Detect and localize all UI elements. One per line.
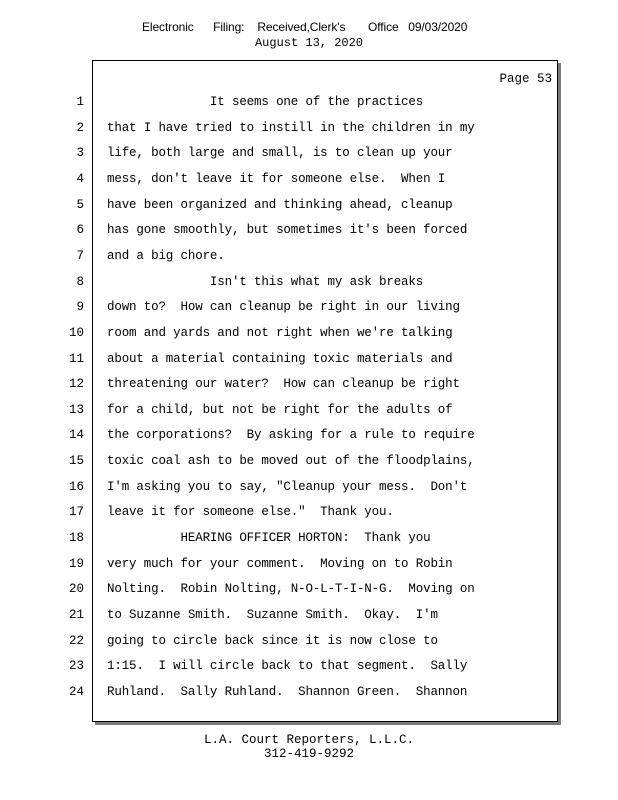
line-text: life, both large and small, is to clean up your xyxy=(107,146,453,161)
transcript-line xyxy=(0,198,618,218)
transcript-line xyxy=(0,454,618,474)
transcript-line xyxy=(0,659,618,679)
line-text: Ruhland. Sally Ruhland. Shannon Green. Shannon xyxy=(107,684,468,699)
line-number: 13 xyxy=(68,402,84,417)
transcript-line xyxy=(0,403,618,423)
line-number: 22 xyxy=(68,633,84,648)
line-number: 17 xyxy=(68,505,84,520)
line-number: 4 xyxy=(76,171,84,186)
transcript-line xyxy=(0,608,618,628)
hearing-date: August 13, 2020 xyxy=(254,36,364,50)
line-text: about a material containing toxic materials and xyxy=(107,351,453,366)
line-text: Nolting. Robin Nolting, N-O-L-T-I-N-G. Moving on xyxy=(107,582,475,597)
line-text: mess, don't leave it for someone else. When I xyxy=(107,171,446,186)
transcript-line xyxy=(0,95,618,115)
line-number: 9 xyxy=(76,300,84,315)
line-text: that I have tried to instill in the children in my xyxy=(107,120,475,135)
line-text: Isn't this what my ask breaks xyxy=(107,274,424,289)
transcript-line xyxy=(0,249,618,269)
line-text: threatening our water? How can cleanup be right xyxy=(107,377,460,392)
line-number: 10 xyxy=(68,325,84,340)
transcript-line xyxy=(0,121,618,141)
filing-stamp: Electronic Filing: Received,Clerk's Office 09/03/2020 xyxy=(142,20,468,34)
transcript-line xyxy=(0,685,618,705)
transcript-line xyxy=(0,505,618,525)
line-text: the corporations? By asking for a rule to require xyxy=(107,428,475,443)
page-number: Page 53 xyxy=(499,72,552,86)
line-number: 20 xyxy=(68,582,84,597)
transcript-line xyxy=(0,275,618,295)
line-text: very much for your comment. Moving on to Robin xyxy=(107,556,453,571)
line-text: going to circle back since it is now close to xyxy=(107,633,438,648)
line-text: to Suzanne Smith. Suzanne Smith. Okay. I'm xyxy=(107,608,438,622)
line-number: 6 xyxy=(76,223,84,238)
transcript-line xyxy=(0,531,618,551)
transcript-line xyxy=(0,480,618,500)
line-text: It seems one of the practices xyxy=(107,95,424,109)
line-text: room and yards and not right when we're talking xyxy=(107,325,453,340)
line-text: toxic coal ash to be moved out of the floodplains, xyxy=(107,454,475,469)
line-number: 1 xyxy=(76,95,84,109)
line-text: leave it for someone else." Thank you. xyxy=(107,505,394,520)
line-number: 18 xyxy=(68,531,84,546)
transcript-line xyxy=(0,377,618,397)
line-text: and a big chore. xyxy=(107,248,225,263)
line-number: 2 xyxy=(76,120,84,135)
line-text: HEARING OFFICER HORTON: Thank you xyxy=(107,531,431,546)
reporter-phone: 312-419-9292 xyxy=(263,747,354,761)
transcript-line xyxy=(0,352,618,372)
line-number: 12 xyxy=(68,377,84,392)
line-number: 14 xyxy=(68,428,84,443)
transcript-line xyxy=(0,300,618,320)
transcript-line xyxy=(0,172,618,192)
line-number: 24 xyxy=(68,684,84,699)
transcript-line xyxy=(0,557,618,577)
line-number: 11 xyxy=(68,351,84,366)
line-text: have been organized and thinking ahead, cleanup xyxy=(107,197,453,212)
transcript-line xyxy=(0,326,618,346)
line-number: 7 xyxy=(76,248,84,263)
line-number: 23 xyxy=(68,659,84,674)
line-number: 15 xyxy=(68,454,84,469)
line-number: 21 xyxy=(68,608,84,622)
line-text: I'm asking you to say, "Cleanup your mess. Don't xyxy=(107,479,468,494)
line-text: 1:15. I will circle back to that segment. Sally xyxy=(107,659,468,674)
line-number: 8 xyxy=(76,274,84,289)
transcript-line xyxy=(0,223,618,243)
reporter-company: L.A. Court Reporters, L.L.C. xyxy=(203,733,415,747)
transcript-line xyxy=(0,146,618,166)
line-number: 5 xyxy=(76,197,84,212)
transcript-line xyxy=(0,428,618,448)
transcript-line xyxy=(0,634,618,654)
line-text: down to? How can cleanup be right in our living xyxy=(107,300,460,315)
line-text: for a child, but not be right for the adults of xyxy=(107,402,453,417)
footer xyxy=(0,733,618,761)
line-text: has gone smoothly, but sometimes it's been forced xyxy=(107,223,468,238)
line-number: 19 xyxy=(68,556,84,571)
line-number: 3 xyxy=(76,146,84,161)
line-number: 16 xyxy=(68,479,84,494)
transcript-line xyxy=(0,582,618,602)
